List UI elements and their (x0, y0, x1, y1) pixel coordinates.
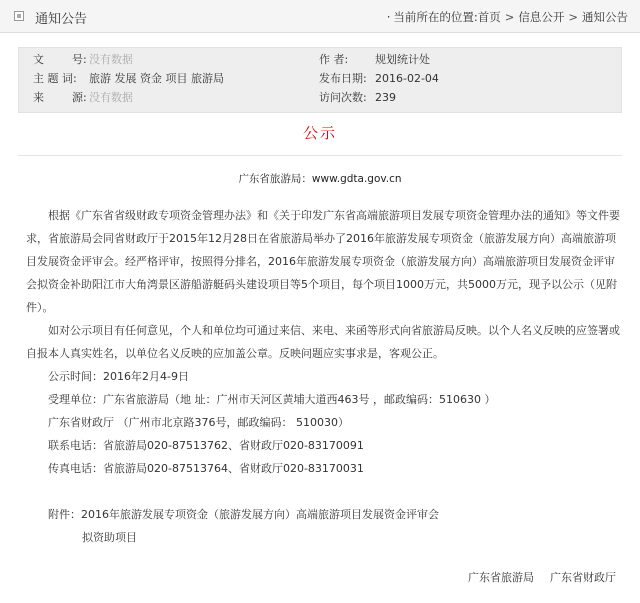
breadcrumb-separator: > (568, 10, 578, 24)
publicity-period: 公示时间：2016年2月4-9日 (48, 370, 189, 383)
document-title: 公示 (302, 124, 337, 142)
subject-label: 主 题 词: (33, 72, 77, 85)
signatory-tourism-bureau: 广东省旅游局 (468, 571, 534, 584)
visits-value: 239 (375, 91, 396, 104)
breadcrumb-notice-link[interactable]: 通知公告 (582, 10, 628, 24)
section-title: 通知公告 (35, 12, 88, 27)
contact-phone: 联系电话：省旅游局020-87513762、省财政厅020-83170091 (48, 439, 364, 452)
receiving-office-2: 广东省财政厅 （广州市北京路376号，邮政编码： 510030） (48, 416, 349, 429)
source-value: 没有数据 (89, 91, 133, 104)
doc-no-label: 文 号: (33, 53, 87, 66)
signatories (452, 569, 616, 585)
bullet-dot-icon: · (386, 10, 391, 24)
breadcrumb (387, 9, 628, 25)
subject-value: 旅游 发展 资金 项目 旅游局 (89, 72, 224, 85)
title-divider (18, 155, 622, 156)
breadcrumb-home-link[interactable]: 首页 (477, 10, 501, 24)
attachment-line-1: 附件：2016年旅游发展专项资金（旅游发展方向）高端旅游项目发展资金评审会 (48, 508, 439, 521)
breadcrumb-info-link[interactable]: 信息公开 (518, 10, 565, 24)
author-value: 规划统计处 (375, 53, 430, 66)
breadcrumb-prefix: 当前所在的位置: (393, 10, 478, 24)
document-meta-panel (18, 47, 622, 113)
body-paragraph-2: 如对公示项目有任何意见，个人和单位均可通过来信、来电、来函等形式向省旅游局反映。以个人名义反映的应签署或自报本人真实姓名，以单位名义反映的应加盖公章。反映问题应实事求是，客观公正。 (26, 324, 620, 360)
document-body (26, 204, 622, 549)
date-value: 2016-02-04 (375, 72, 439, 85)
author-label: 作 者: (319, 53, 349, 66)
breadcrumb-separator: > (504, 10, 515, 24)
signatory-finance-dept: 广东省财政厅 (550, 571, 616, 584)
date-label: 发布日期: (319, 72, 367, 85)
visits-label: 访问次数: (319, 91, 367, 104)
source-line: 广东省旅游局：www.gdta.gov.cn (238, 173, 402, 185)
section-header (0, 0, 640, 33)
fax-number: 传真电话：省旅游局020-87513764、省财政厅020-83170031 (48, 462, 364, 475)
receiving-office-1: 受理单位：广东省旅游局（地 址：广州市天河区黄埔大道西463号 ，邮政编码：510630 ） (48, 393, 496, 406)
source-label: 来 源: (33, 91, 87, 104)
square-bullet-icon (14, 11, 24, 21)
doc-no-value: 没有数据 (89, 53, 133, 66)
attachment-line-2: 拟资助项目 (82, 531, 137, 544)
body-paragraph-1: 根据《广东省省级财政专项资金管理办法》和《关于印发广东省高端旅游项目发展专项资金管理办法的通知》等文件要求，省旅游局会同省财政厅于2015年12月28日在省旅游局举办了2016年旅游发展专项资金（旅游发展方向）高端旅游项目发展资金评审会。经严格评审，按照得分排名，2016年旅游发展专项资金（旅游发展方向）高端旅游项目发展资金评审会拟资金补助阳江市大角湾景区游船游艇码头建设项目等5个项目，每个项目1000万元，共5000万元，现予以公示（见附件）。 (26, 209, 620, 314)
spacer (26, 480, 622, 503)
